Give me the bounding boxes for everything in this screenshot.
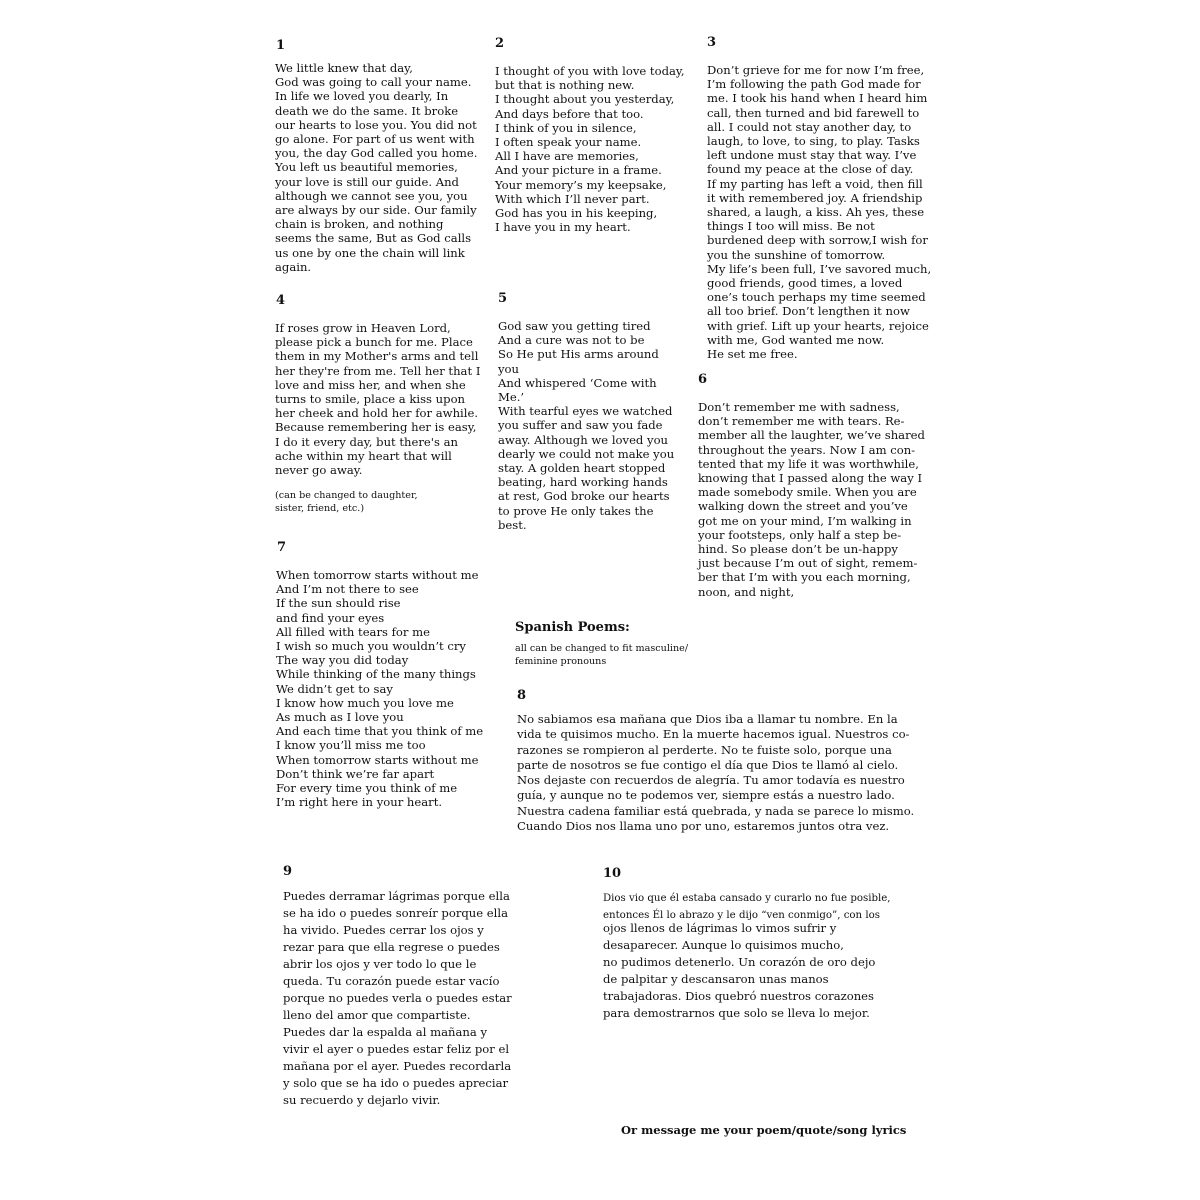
poem-number-4: 4	[276, 293, 286, 308]
poem-2-text: I thought of you with love today, but that is nothing new. I thought about you yesterday, And days before that too. I think of you in silence, I often speak your name. All I have are memories, And your picture in a frame. Your memory’s my keepsake, With which I’ll never part. God has you in his keeping, I have you in my heart.	[495, 64, 685, 235]
poem-10-text: ojos llenos de lágrimas lo vimos sufrir y desaparecer. Aunque lo quisimos mucho, no pudimos detenerlo. Un corazón de oro dejo de palpitar y descansaron unas manos trabajadoras. Dios quebró nuestros corazones para demostrarnos que solo se lleva lo mejor.	[603, 921, 876, 1020]
spanish-poems-note: all can be changed to fit masculine/ feminine pronouns	[515, 643, 689, 667]
poem-10-text-small: Dios vio que él estaba cansado y curarlo no fue posible, entonces Él lo abrazo y le dijo “ven conmigo”, con los	[603, 893, 891, 921]
poem-4-text: If roses grow in Heaven Lord, please pick a bunch for me. Place them in my Mother's arms and tell her they're from me. Tell her that I love and miss her, and when she turns to smile, place a kiss upon her cheek and hold her for awhile. Because remembering her is easy, I do it every day, but there's an ache within my heart that will never go away.	[275, 321, 481, 478]
poem-number-7: 7	[277, 540, 287, 555]
poem-number-2: 2	[495, 36, 505, 51]
poem-3-text: Don’t grieve for me for now I’m free, I’m following the path God made for me. I took his hand when I heard him call, then turned and bid farewell to all. I could not stay another day, to laugh, to love, to sing, to play. Tasks left undone must stay that way. I’ve found my peace at the close of day. If my parting has left a void, then fill it with remembered joy. A friendship shared, a laugh, a kiss. Ah yes, these things I too will miss. Be not burdened deep with sorrow,I wish for you the sunshine of tomorrow. My life’s been full, I’ve savored much, good friends, good times, a loved one’s touch perhaps my time seemed all too brief. Don’t lengthen it now with grief. Lift up your hearts, rejoice with me, God wanted me now. He set me free.	[707, 63, 932, 362]
spanish-poems-heading: Spanish Poems:	[515, 620, 630, 635]
poem-number-1: 1	[276, 38, 286, 53]
poem-9-text: Puedes derramar lágrimas porque ella se ha ido o puedes sonreír porque ella ha vivido. Puedes cerrar los ojos y rezar para que ella regrese o puedes abrir los ojos y ver todo lo que le queda. Tu corazón puede estar vacío porque no puedes verla o puedes estar lleno del amor que compartiste. Puedes dar la espalda al mañana y vivir el ayer o puedes estar feliz por el mañana por el ayer. Puedes recordarla y solo que se ha ido o puedes apreciar su recuerdo y dejarlo vivir.	[283, 889, 512, 1107]
poem-number-9: 9	[283, 864, 293, 879]
poem-1-text: We little knew that day, God was going to call your name. In life we loved you dearly, In death we do the same. It broke our hearts to lose you. You did not go alone. For part of us went with you, the day God called you home. You left us beautiful memories, your love is still our guide. And although we cannot see you, you are always by our side. Our family chain is broken, and nothing seems the same, But as God calls us one by one the chain will link again.	[275, 61, 478, 274]
poem-number-8: 8	[517, 688, 527, 703]
poem-5-text: God saw you getting tired And a cure was not to be So He put His arms around you And whispered ‘Come with Me.’ With tearful eyes we watched you suffer and saw you fade away. Although we loved you dearly we could not make you stay. A golden heart stopped beating, hard working hands at rest, God broke our hearts to prove He only takes the best.	[498, 319, 675, 532]
poem-number-3: 3	[707, 35, 717, 50]
poem-number-6: 6	[698, 372, 708, 387]
poem-6-text: Don’t remember me with sadness, don’t remember me with tears. Re- member all the laughter, we’ve shared throughout the years. Now I am con- tented that my life it was worthwhile, knowing that I passed along the way I made somebody smile. When you are walking down the street and you’ve got me on your mind, I’m walking in your footsteps, only half a step be- hind. So please don’t be un-happy just because I’m out of sight, remem- ber that I’m with you each morning, noon, and night,	[698, 400, 925, 599]
poem-number-5: 5	[498, 291, 508, 306]
poem-8-text: No sabiamos esa mañana que Dios iba a llamar tu nombre. En la vida te quisimos mucho. En la muerte hacemos igual. Nuestros co- razones se rompieron al perderte. No te fuiste solo, porque una parte de nosotros se fue contigo el día que Dios te llamó al cielo. Nos dejaste con recuerdos de alegría. Tu amor todavía es nuestro guía, y aunque no te podemos ver, siempre estás a nuestro lado. Nuestra cadena familiar está quebrada, y nada se parece lo mismo. Cuando Dios nos llama uno por uno, estaremos juntos otra vez.	[517, 712, 915, 834]
poem-7-text: When tomorrow starts without me And I’m not there to see If the sun should rise and find your eyes All filled with tears for me I wish so much you wouldn’t cry The way you did today While thinking of the many things We didn’t get to say I know how much you love me As much as I love you And each time that you think of me I know you’ll miss me too When tomorrow starts without me Don’t think we’re far apart For every time you think of me I’m right here in your heart.	[276, 568, 484, 810]
poem-4-note: (can be changed to daughter, sister, friend, etc.)	[275, 490, 418, 514]
footer-message: Or message me your poem/quote/song lyrics	[621, 1123, 907, 1137]
poem-number-10: 10	[603, 866, 622, 881]
